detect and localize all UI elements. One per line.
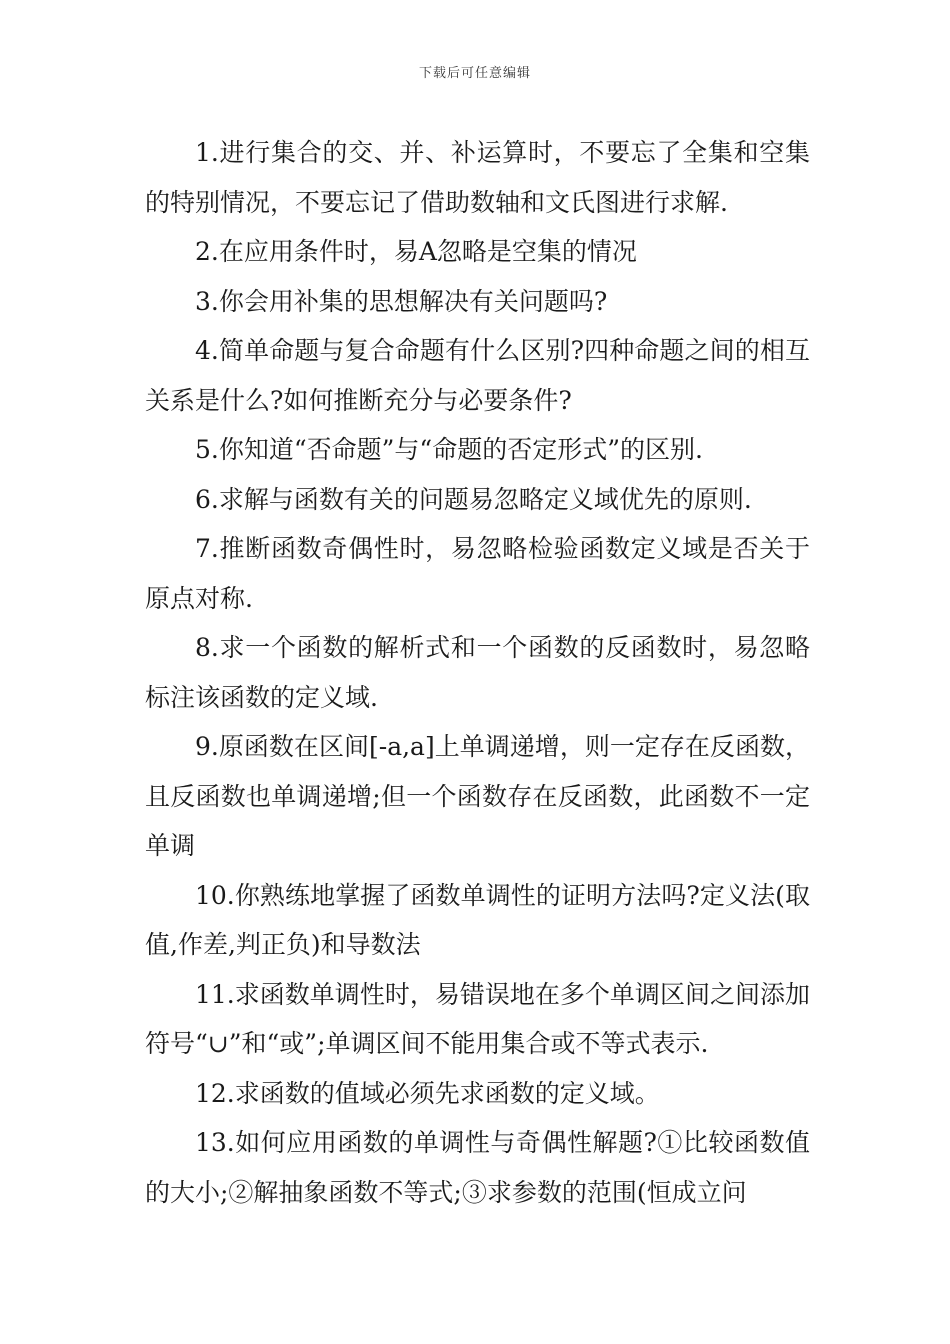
paragraph-3: 3.你会用补集的思想解决有关问题吗? xyxy=(195,286,608,316)
paragraph-11: 11.求函数单调性时，易错误地在多个单调区间之间添加符号“∪”和“或”;单调区间不能用集合或不等式表示. xyxy=(145,979,810,1058)
paragraph-6: 6.求解与函数有关的问题易忽略定义域优先的原则. xyxy=(195,484,752,514)
paragraph-1: 1.进行集合的交、并、补运算时，不要忘了全集和空集的特别情况，不要忘记了借助数轴和文氏图进行求解. xyxy=(145,138,810,217)
paragraph-13: 13.如何应用函数的单调性与奇偶性解题?①比较函数值的大小;②解抽象函数不等式;③求参数的范围(恒成立问 xyxy=(145,1128,810,1207)
paragraph-9: 9.原函数在区间[-a,a]上单调递增，则一定存在反函数，且反函数也单调递增;但一个函数存在反函数，此函数不一定单调 xyxy=(145,732,810,860)
page-header: 下载后可任意编辑 xyxy=(418,66,531,81)
paragraph-2: 2.在应用条件时，易A忽略是空集的情况 xyxy=(195,237,637,266)
document-body xyxy=(145,128,810,1217)
paragraph-4: 4.简单命题与复合命题有什么区别?四种命题之间的相互关系是什么?如何推断充分与必要条件? xyxy=(145,336,810,415)
paragraph-10: 10.你熟练地掌握了函数单调性的证明方法吗?定义法(取值,作差,判正负)和导数法 xyxy=(145,880,810,959)
paragraph-12: 12.求函数的值域必须先求函数的定义域。 xyxy=(195,1078,660,1108)
paragraph-7: 7.推断函数奇偶性时，易忽略检验函数定义域是否关于原点对称. xyxy=(145,534,810,613)
paragraph-8: 8.求一个函数的解析式和一个函数的反函数时，易忽略标注该函数的定义域. xyxy=(145,633,810,712)
paragraph-5: 5.你知道“否命题”与“命题的否定形式”的区别. xyxy=(195,435,703,464)
